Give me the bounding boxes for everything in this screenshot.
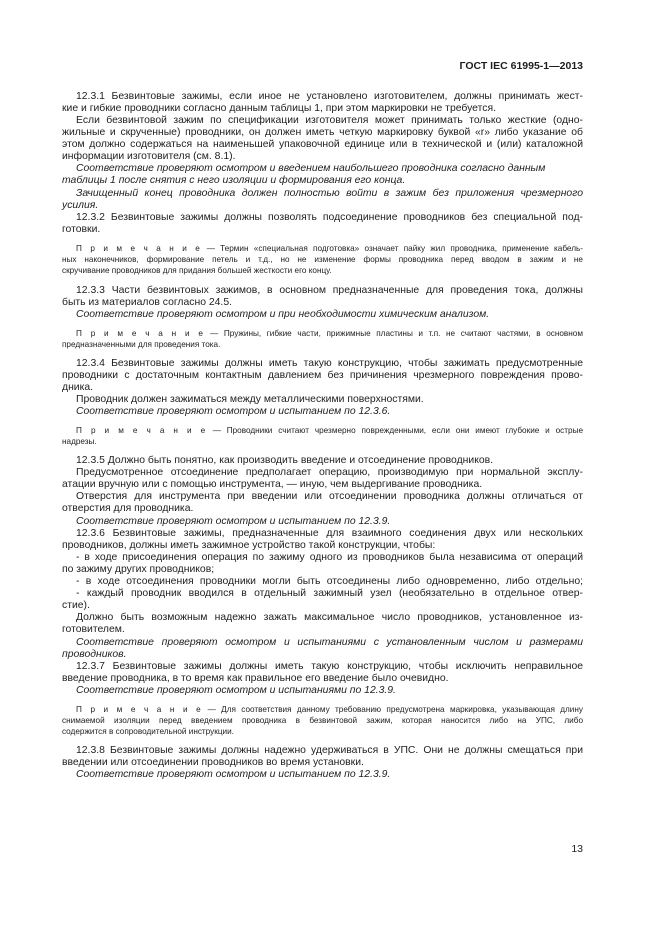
text-line: Предусмотренное отсоединение предполагает операцию, производимую при нормальной эксплу- [76,467,583,478]
text-line: Соответствие проверяют осмотром и испытанием по 12.3.9. [76,516,391,527]
text-line: стие). [62,600,90,611]
text-line: дника. [62,382,94,393]
note-line: ных наконечников, формирование петель и т.д., но не изменение формы проводника перед вводом в зажим и не [62,255,583,264]
text-line: Соответствие проверяют осмотром и при необходимости химическим анализом. [76,309,490,320]
text-line: - в ходе отсоединения проводники могли быть отсоединены либо одновременно, либо отдельно; [76,576,583,587]
note-line: содержится в сопроводительной инструкции. [62,727,234,736]
note-line: П р и м е ч а н и е — Для соответствия данному требованию предусмотрена маркировка, указывающая длину [76,705,583,714]
text-line: этом должно содержаться на наименьшей упаковочной единице или в технической и (или) каталожной [62,139,583,150]
text-line: проводников. [62,649,127,660]
text-line: 12.3.6 Безвинтовые зажимы, предназначенные для взаимного соединения двух или нескольких [76,528,583,539]
text-line: проводники с достаточным контактным давлением без причинения чрезмерного повреждения прово- [62,370,583,381]
note-line: предназначенными для проведения тока. [62,340,221,349]
text-line: усилия. [62,200,99,211]
text-line: быть из материалов согласно 24.5. [62,297,232,308]
text-line: 12.3.3 Части безвинтовых зажимов, в основном предназначенные для проведения тока, должны [76,285,583,296]
text-line: по зажиму других проводников; [62,564,215,575]
note-label: П р и м е ч а н и е [76,244,202,253]
document-header: ГОСТ IEC 61995-1—2013 [459,60,583,72]
text-line: Отверстия для инструмента при введении или отсоединении проводника должны отличаться от [76,491,583,502]
text-line: Соответствие проверяют осмотром и введением наибольшего проводника согласно данным [76,163,546,174]
note-line: скручивание проводников для придания большей жесткости его концу. [62,266,332,275]
text-line: 12.3.7 Безвинтовые зажимы должны иметь такую конструкцию, чтобы исключить неправильное [76,661,583,672]
text-line: Соответствие проверяют осмотром и испытаниями с установленным числом и размерами [76,637,583,648]
text-line: Соответствие проверяют осмотром и испытанием по 12.3.9. [76,769,391,780]
page-number: 13 [571,843,583,855]
text-line: Проводник должен зажиматься между металлическими поверхностями. [76,394,424,405]
note-label: П р и м е ч а н и е [76,329,205,338]
note-line: надрезы. [62,437,97,446]
text-line: Соответствие проверяют осмотром и испытаниями по 12.3.9. [76,685,396,696]
text-line: введении или отсоединении проводников во время установки. [62,757,364,768]
note-line: П р и м е ч а н и е — Термин «специальная подготовка» означает пайку жил проводника, применение кабель- [76,244,583,253]
text-line: Соответствие проверяют осмотром и испытанием по 12.3.6. [76,406,391,417]
text-line: готовителем. [62,624,125,635]
text-line: - в ходе присоединения операция по зажиму одного из проводников была независима от операций [76,552,583,563]
text-line: Если безвинтовой зажим по спецификации изготовителя может принимать только жесткие (одно- [76,115,583,126]
note-line: П р и м е ч а н и е — Проводники считают чрезмерно поврежденными, если они имеют глубокие и острые [76,426,584,435]
text-line: Зачищенный конец проводника должен полностью войти в зажим без приложения чрезмерного [76,188,583,199]
text-line: готовки. [62,224,101,235]
text-line: 12.3.4 Безвинтовые зажимы должны иметь такую конструкцию, чтобы зажимать предусмотренные [76,358,583,369]
note-line: снимаемой изоляции перед введением проводника в безвинтовой зажим, которая наносится либо на УПС, либо [62,716,583,725]
note-label: П р и м е ч а н и е [76,426,207,435]
text-line: жильные и скрученные) проводники, он должен иметь четкую маркировку буквой «r» либо указание об [62,127,583,138]
text-line: атации вручную или с помощью инструмента, — иную, чем выдергивание проводника. [62,479,483,490]
text-line: 12.3.1 Безвинтовые зажимы, если иное не установлено изготовителем, должны принимать жест- [76,91,583,102]
text-line: таблицы 1 после снятия с него изоляции и формирования его конца. [62,175,406,186]
text-line: введение проводника, в то время как правильное его введение было очевидно. [62,673,449,684]
text-line: 12.3.5 Должно быть понятно, как производить введение и отсоединение проводников. [76,455,494,466]
text-line: отверстия для проводника. [62,503,194,514]
note-label: П р и м е ч а н и е [76,705,203,714]
text-line: кие и гибкие проводники согласно данным таблицы 1, при этом маркировки не требуется. [62,103,496,114]
text-line: 12.3.2 Безвинтовые зажимы должны позволять подсоединение проводников без специальной под- [76,212,583,223]
text-line: информации изготовителя (см. 8.1). [62,151,236,162]
text-line: проводников, должны иметь зажимное устройство такой конструкции, чтобы: [62,540,436,551]
text-line: 12.3.8 Безвинтовые зажимы должны надежно удерживаться в УПС. Они не должны смещаться при [76,745,583,756]
text-line: - каждый проводник вводился в отдельный зажимный узел (необязательно в отдельное отвер- [76,588,583,599]
note-line: П р и м е ч а н и е — Пружины, гибкие части, прижимные пластины и т.п. не считают частями, в основном [76,329,583,338]
text-line: Должно быть возможным надежно зажать максимальное число проводников, установленное из- [76,612,583,623]
